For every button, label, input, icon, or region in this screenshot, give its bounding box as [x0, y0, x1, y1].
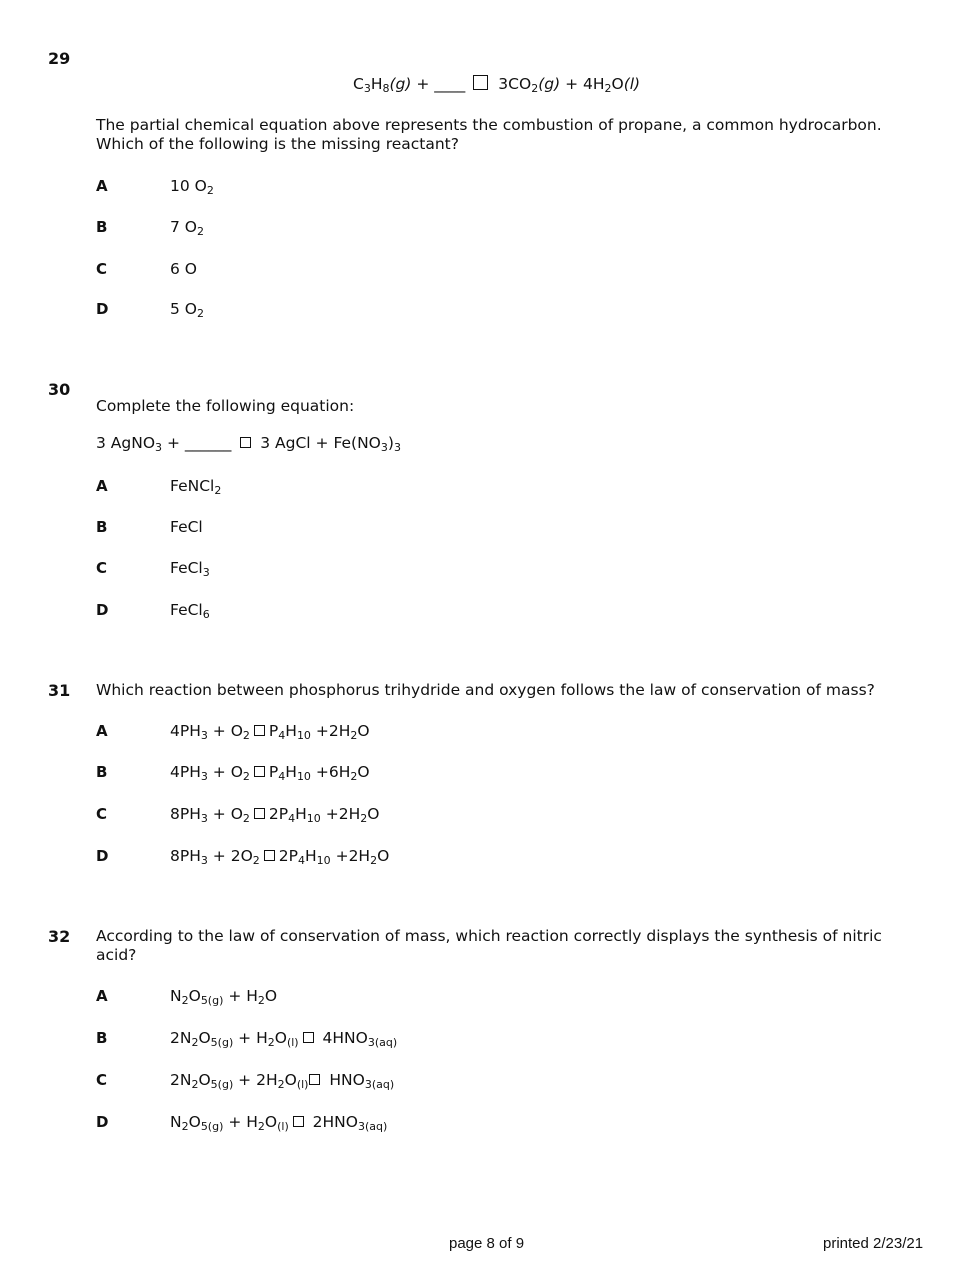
- choice-text[interactable]: $4PH_3 + O_2$ $P_4H_{10} +6H_2O$: [170, 763, 370, 783]
- choice-letter[interactable]: D: [96, 847, 109, 865]
- choice-text[interactable]: $8PH_3 + 2O_2$ $2P_4H_{10} +2H_2O$: [170, 847, 390, 867]
- choice-letter[interactable]: D: [96, 601, 109, 619]
- choice-letter[interactable]: B: [96, 1029, 108, 1047]
- question-number: 29: [48, 49, 71, 68]
- choice-text[interactable]: FeNCl$_2$: [170, 477, 222, 497]
- choice-text[interactable]: 5 $O_2$: [170, 300, 204, 320]
- equation-30: 3 AgNO$_3$ + ______ 3 AgCl + $Fe(NO_3)_3$: [96, 434, 401, 454]
- choice-letter[interactable]: D: [96, 1113, 109, 1131]
- choice-letter[interactable]: B: [96, 763, 108, 781]
- choice-letter[interactable]: C: [96, 1071, 108, 1089]
- choice-letter[interactable]: D: [96, 300, 109, 318]
- choice-letter[interactable]: A: [96, 722, 108, 740]
- question-prompt: Complete the following equation:: [96, 397, 355, 415]
- printed-date: printed 2/23/21: [823, 1235, 924, 1252]
- arrow-box-icon: [240, 437, 251, 448]
- page-number: page 8 of 9: [449, 1235, 525, 1252]
- arrow-box-icon: [254, 725, 265, 736]
- choice-letter[interactable]: A: [96, 987, 108, 1005]
- arrow-box-icon: [309, 1074, 320, 1085]
- question-prompt: Which reaction between phosphorus trihydride and oxygen follows the law of conservation of mass?: [96, 681, 875, 699]
- choice-text[interactable]: FeCl$_3$: [170, 559, 210, 579]
- choice-text[interactable]: $4PH_3 + O_2$ $P_4H_{10} +2H_2O$: [170, 722, 370, 742]
- choice-text[interactable]: $2N_2O_{5(g)} + H_2O_{(l)}$ $4HNO_{3(aq)}$: [170, 1029, 398, 1049]
- arrow-box-icon: [254, 766, 265, 777]
- question-number: 30: [48, 380, 71, 399]
- choice-letter[interactable]: C: [96, 559, 108, 577]
- choice-text[interactable]: $2N_2O_{5(g)} + 2H_2O_{(l)}$ $HNO_{3(aq)}$: [170, 1071, 395, 1091]
- equation-29: $C_3H_8(g)$ + ____ $3CO_2(g) + 4H_2O(l)$: [353, 75, 641, 95]
- arrow-box-icon: [264, 850, 275, 861]
- choice-letter[interactable]: C: [96, 805, 108, 823]
- choice-letter[interactable]: A: [96, 177, 108, 195]
- choice-letter[interactable]: B: [96, 518, 108, 536]
- question-number: 31: [48, 681, 71, 700]
- choice-text[interactable]: FeCl: [170, 518, 203, 536]
- choice-letter[interactable]: C: [96, 260, 108, 278]
- arrow-box-icon: [254, 808, 265, 819]
- arrow-box-icon: [473, 75, 488, 90]
- arrow-box-icon: [303, 1032, 314, 1043]
- choice-text[interactable]: 10 $O_2$: [170, 177, 214, 197]
- question-prompt: According to the law of conservation of mass, which reaction correctly displays the synthesis of nitric acid?: [96, 927, 882, 964]
- choice-text[interactable]: $8PH_3 + O_2$ $2P_4H_{10} +2H_2O$: [170, 805, 380, 825]
- choice-letter[interactable]: A: [96, 477, 108, 495]
- question-number: 32: [48, 927, 71, 946]
- choice-text[interactable]: 7 $O_2$: [170, 218, 204, 238]
- choice-text[interactable]: FeCl$_6$: [170, 601, 210, 621]
- choice-text[interactable]: $N_2O_{5(g)} + H_2O_{(l)}$ $2HNO_{3(aq)}$: [170, 1113, 388, 1133]
- question-prompt: The partial chemical equation above represents the combustion of propane, a common hydrocarbon. Which of the following is the missing reactant?: [96, 116, 882, 153]
- choice-text[interactable]: 6 O: [170, 260, 197, 278]
- choice-letter[interactable]: B: [96, 218, 108, 236]
- arrow-box-icon: [293, 1116, 304, 1127]
- choice-text[interactable]: $N_2O_{5(g)} + H_2O$: [170, 987, 278, 1007]
